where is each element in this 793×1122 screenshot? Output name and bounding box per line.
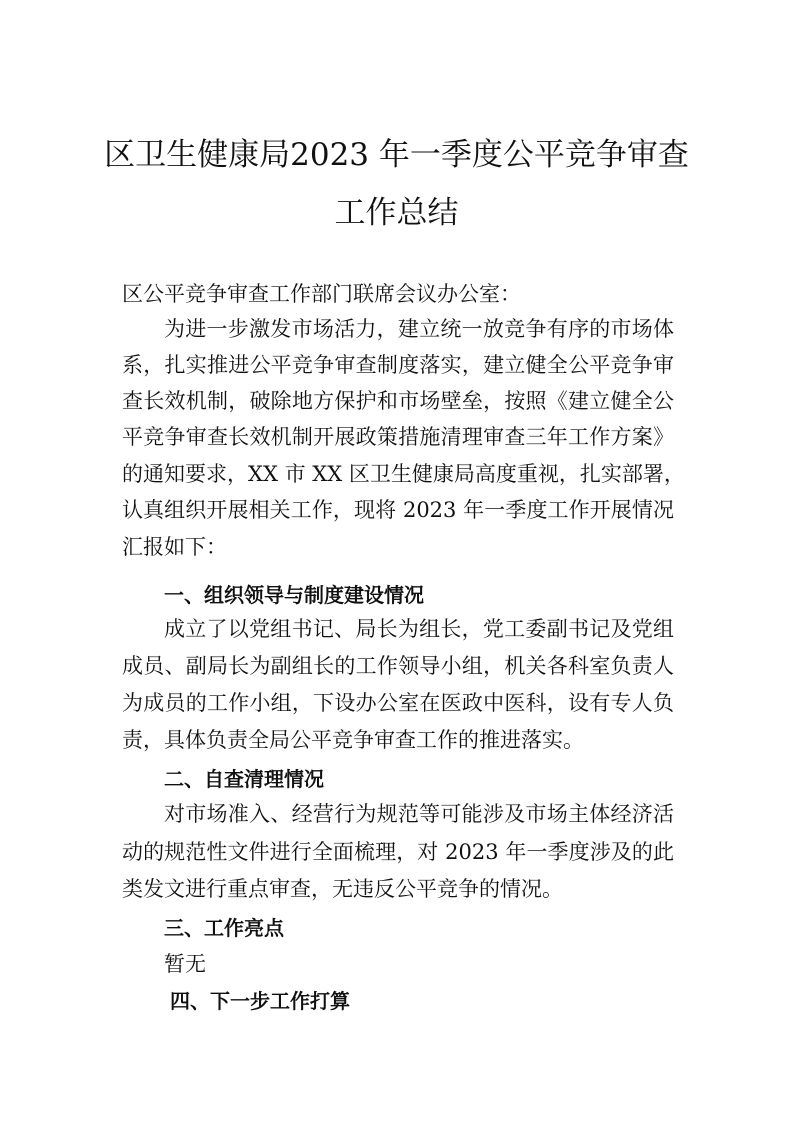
- document-title-line-2: 工作总结: [334, 195, 459, 231]
- section-heading-2: 二、自查清理情况: [164, 767, 324, 791]
- section-1-paragraph-line: 成员、副局长为副组长的工作领导小组，机关各科室负责人: [122, 654, 674, 678]
- intro-paragraph-line: 汇报如下：: [122, 535, 227, 559]
- salutation: 区公平竞争审查工作部门联席会议办公室：: [122, 282, 521, 306]
- section-heading-3: 三、工作亮点: [164, 916, 284, 940]
- document-title-line-1: 区卫生健康局2023 年一季度公平竞争审查: [104, 137, 689, 173]
- section-1-paragraph-line: 成立了以党组书记、局长为组长，党工委副书记及党组: [164, 617, 674, 641]
- section-2-paragraph-line: 对市场准入、经营行为规范等可能涉及市场主体经济活: [164, 802, 674, 826]
- section-1-paragraph-line: 责，具体负责全局公平竞争审查工作的推进落实。: [122, 728, 584, 752]
- section-heading-1: 一、组织领导与制度建设情况: [164, 583, 424, 607]
- intro-paragraph-line: 的通知要求，XX 市 XX 区卫生健康局高度重视，扎实部署，: [122, 462, 685, 486]
- intro-paragraph-line: 为进一步激发市场活力，建立统一放竞争有序的市场体: [164, 317, 674, 341]
- section-heading-4: 四、下一步工作打算: [170, 989, 350, 1013]
- intro-paragraph-line: 平竞争审查长效机制开展政策措施清理审查三年工作方案》: [122, 425, 674, 449]
- intro-paragraph-line: 认真组织开展相关工作，现将 2023 年一季度工作开展情况: [122, 498, 674, 522]
- section-1-paragraph-line: 为成员的工作小组，下设办公室在医政中医科，设有专人负: [122, 691, 674, 715]
- intro-paragraph-line: 系，扎实推进公平竞争审查制度落实，建立健全公平竞争审: [122, 353, 674, 377]
- section-3-paragraph-line: 暂无: [164, 952, 206, 976]
- intro-paragraph-line: 查长效机制，破除地方保护和市场壁垒，按照《建立健全公: [122, 389, 674, 413]
- section-2-paragraph-line: 动的规范性文件进行全面梳理，对 2023 年一季度涉及的此: [122, 840, 674, 864]
- section-2-paragraph-line: 类发文进行重点审查，无违反公平竞争的情况。: [122, 877, 563, 901]
